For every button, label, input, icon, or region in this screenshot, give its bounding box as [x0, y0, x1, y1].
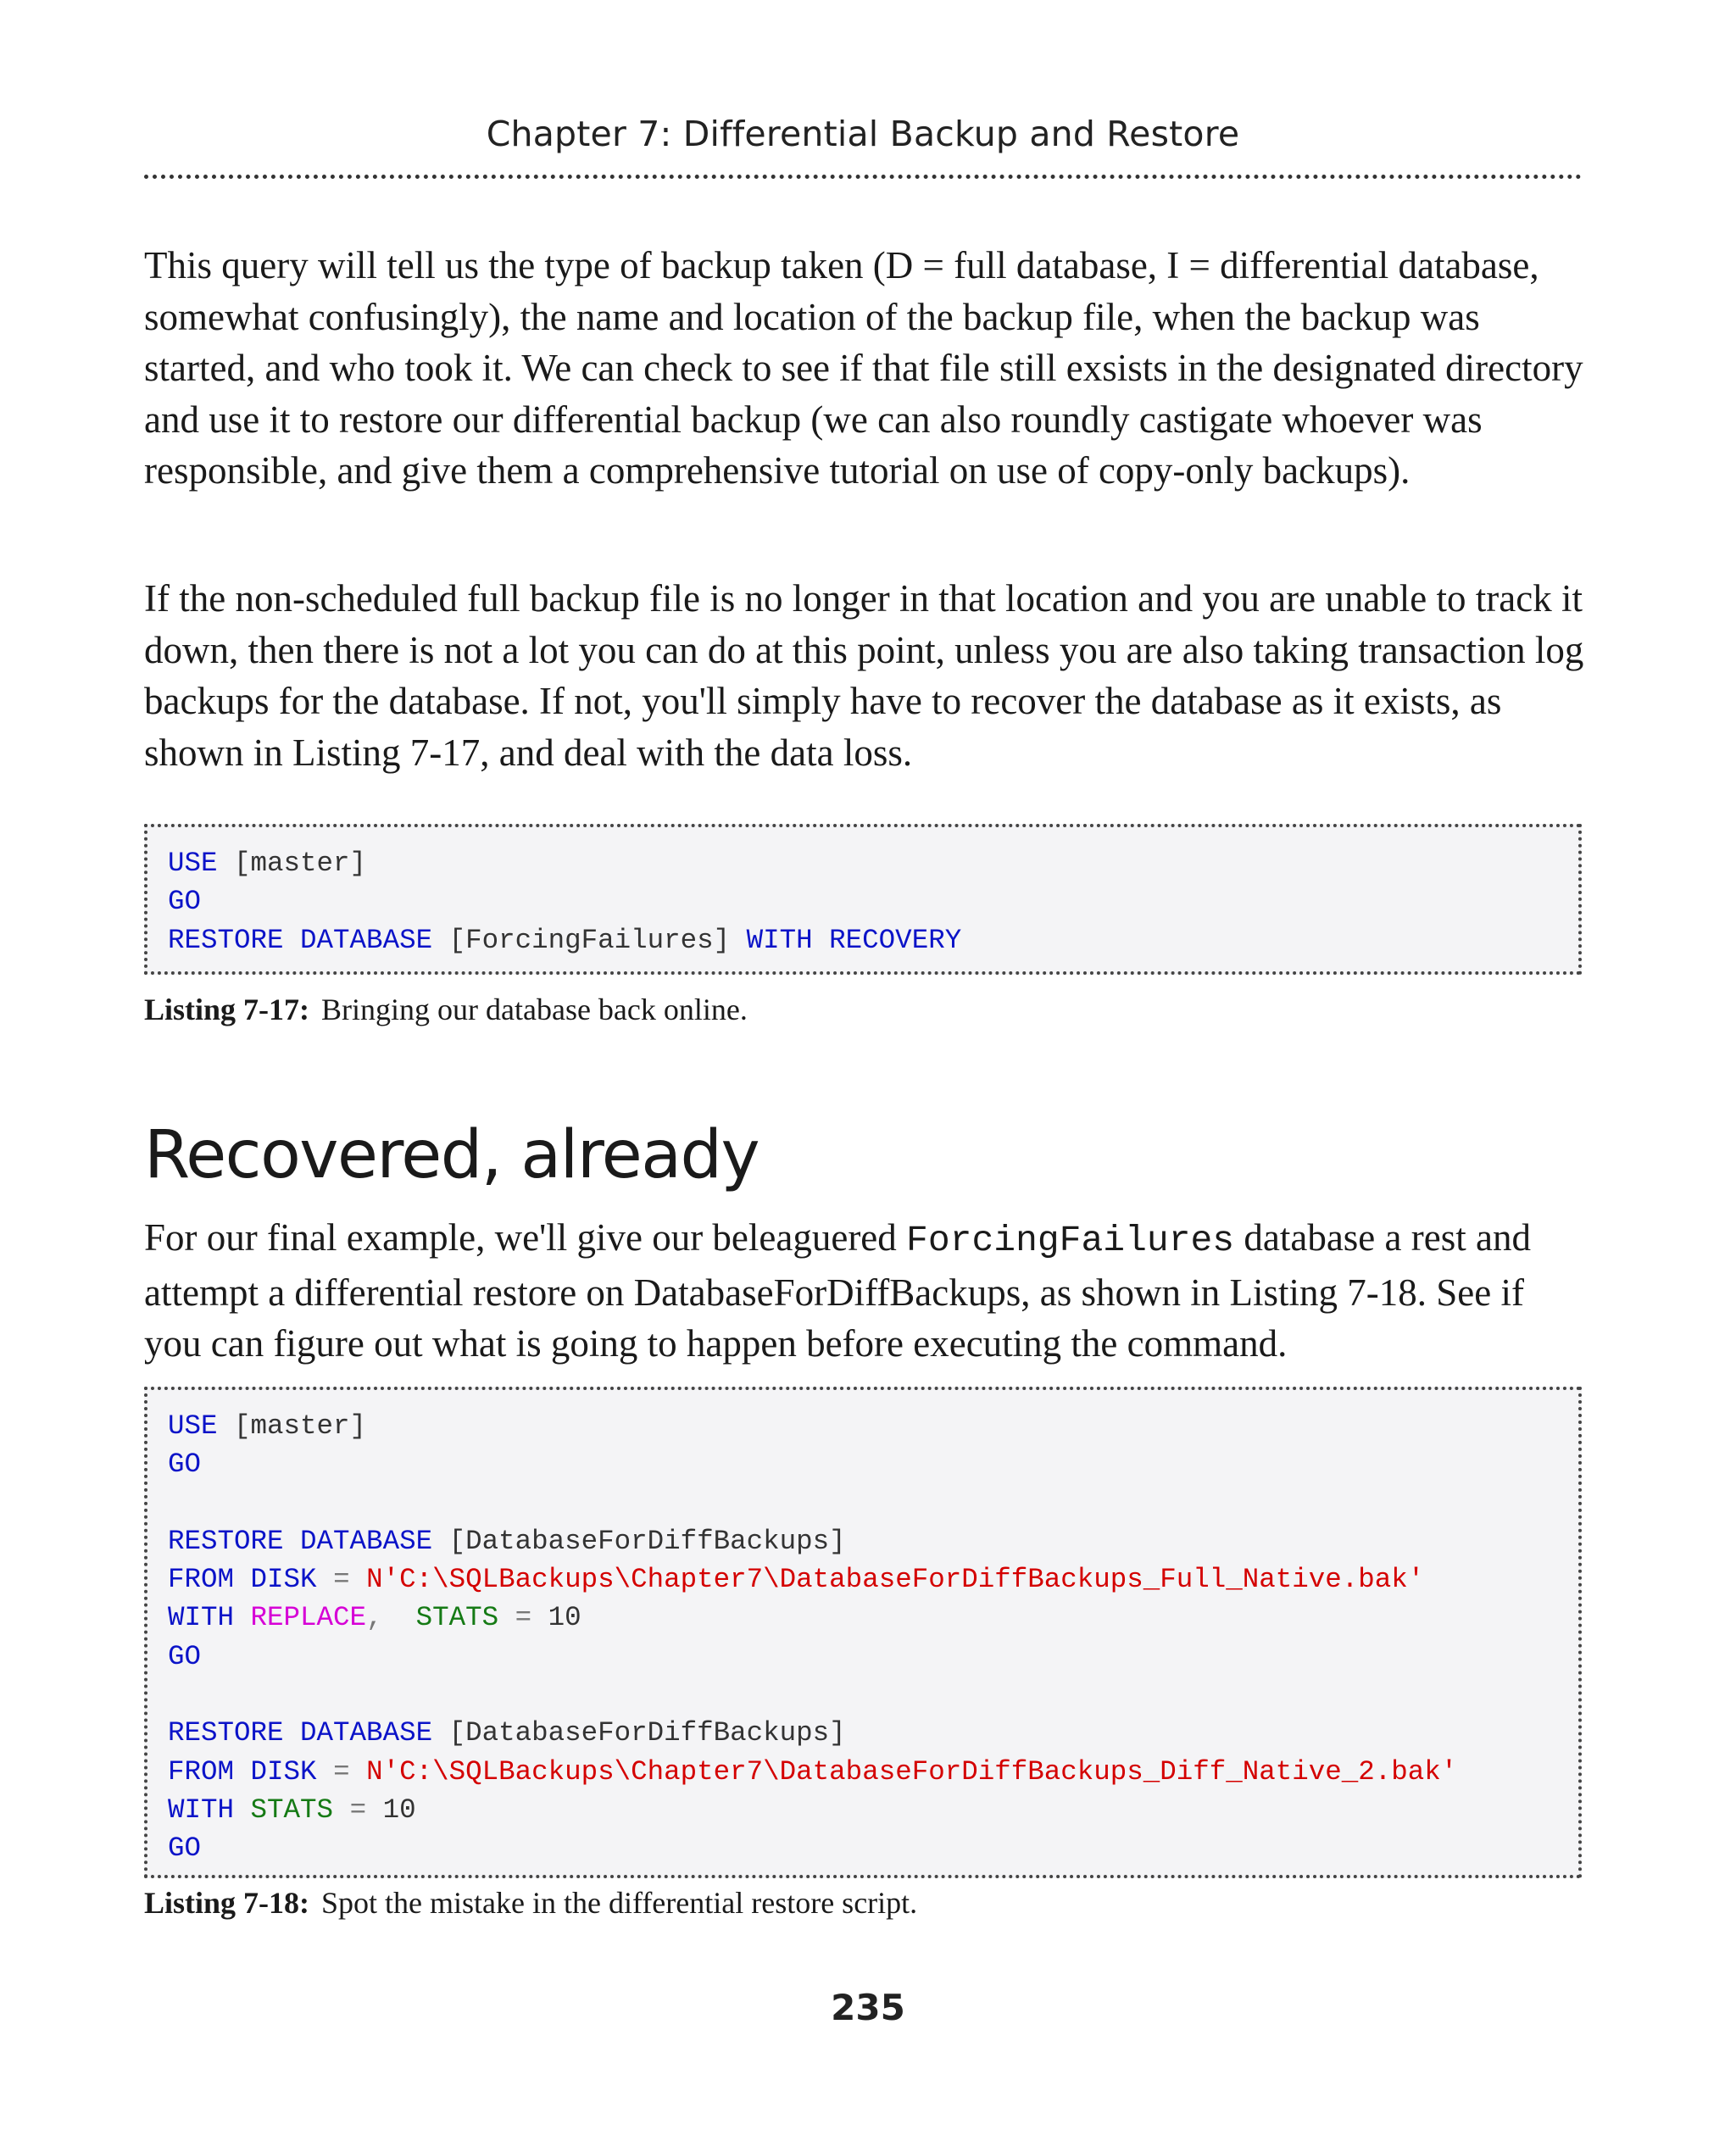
code-token: [master]	[217, 1410, 367, 1442]
code-line	[168, 1599, 1578, 1637]
code-token	[234, 1564, 251, 1595]
code-line	[168, 1484, 1578, 1522]
caption-label: Listing 7-18:	[144, 1886, 310, 1920]
code-token: STATS	[250, 1793, 334, 1826]
code-token: GO	[168, 1449, 202, 1481]
code-token: 10	[366, 1793, 416, 1826]
caption-text: Spot the mistake in the differential restore script.	[321, 1886, 918, 1920]
running-header: Chapter 7: Differential Backup and Restore	[486, 114, 1240, 154]
caption-label: Listing 7-17:	[144, 993, 310, 1026]
code-token: RESTORE	[168, 1717, 284, 1749]
code-token: GO	[168, 1640, 202, 1672]
code-line	[168, 1714, 1578, 1752]
code-line	[168, 1560, 1578, 1599]
code-token: GO	[168, 1832, 202, 1865]
code-token: RESTORE	[168, 924, 284, 956]
code-token	[234, 1756, 251, 1788]
code-line	[168, 1791, 1578, 1829]
code-token: RESTORE	[168, 1525, 284, 1557]
section-heading: Recovered, already	[144, 1117, 760, 1193]
code-line	[168, 1753, 1578, 1791]
code-token	[350, 1756, 367, 1788]
code-token: =	[515, 1602, 532, 1634]
code-token: [DatabaseForDiffBackups]	[432, 1525, 846, 1557]
code-token: [DatabaseForDiffBackups]	[432, 1717, 846, 1749]
code-line	[168, 1829, 1578, 1867]
code-token: ,	[366, 1602, 383, 1634]
code-line	[168, 1407, 1578, 1445]
code-token	[234, 1794, 251, 1826]
code-token: DATABASE	[300, 1525, 433, 1557]
code-line	[168, 844, 1578, 882]
code-token: GO	[168, 886, 202, 918]
code-token	[284, 1717, 301, 1749]
code-lines	[168, 1407, 1578, 1868]
code-token: FROM	[168, 1755, 235, 1788]
code-line	[168, 882, 1578, 920]
code-token: =	[333, 1755, 350, 1788]
code-listing-7-18	[144, 1387, 1582, 1878]
code-token	[813, 925, 830, 956]
paragraph-non-scheduled-backup: If the non-scheduled full backup file is no longer in that location and you are unable to track it down, then there is not a lot you can do at this point, unless you are also taking transaction log backups for the database. If not, you'll simply have to recover the database as it exists, as shown in Listing 7-17, and deal with the data loss.	[144, 577, 1584, 774]
code-token: WITH	[168, 1602, 235, 1634]
code-token: REPLACE	[250, 1602, 367, 1634]
code-token	[383, 1602, 416, 1633]
code-token: USE	[168, 848, 218, 879]
code-token: [master]	[217, 848, 367, 879]
page-number: 235	[831, 1987, 905, 2028]
code-token: [ForcingFailures]	[432, 924, 747, 956]
code-token: N'C:\SQLBackups\Chapter7\DatabaseForDiffBackups_Diff_Native_2.bak'	[366, 1755, 1458, 1788]
code-token: USE	[168, 1410, 218, 1442]
paragraph-text-start: For our final example, we'll give our beleaguered	[144, 1216, 907, 1259]
caption-text: Bringing our database back online.	[321, 993, 748, 1026]
code-token: N'C:\SQLBackups\Chapter7\DatabaseForDiffBackups_Full_Native.bak'	[366, 1564, 1425, 1596]
header-divider	[144, 175, 1582, 179]
code-token: DISK	[250, 1564, 317, 1596]
code-token: RECOVERY	[829, 924, 962, 956]
paragraph-final-example	[144, 1212, 1585, 1370]
paragraph-text-end: database a rest and attempt a differential restore on DatabaseForDiffBackups, as shown in Listing 7-18. See if you can figure out what is going to happen before executing the command.	[144, 1216, 1531, 1365]
code-token: DISK	[250, 1755, 317, 1788]
inline-code-database-name: ForcingFailures	[906, 1220, 1235, 1261]
caption-listing-7-18	[144, 1885, 917, 1921]
code-line	[168, 1522, 1578, 1560]
code-token	[317, 1756, 334, 1788]
code-token: WITH	[168, 1793, 235, 1826]
code-token: FROM	[168, 1564, 235, 1596]
code-line	[168, 1676, 1578, 1714]
code-token: 10	[531, 1602, 581, 1634]
code-token	[234, 1602, 251, 1633]
code-lines	[168, 844, 1578, 959]
code-token: DATABASE	[300, 924, 433, 956]
code-listing-7-17	[144, 824, 1582, 975]
code-token	[284, 1526, 301, 1557]
code-token: WITH	[746, 924, 813, 956]
code-line	[168, 1638, 1578, 1676]
code-token	[284, 925, 301, 956]
code-token	[350, 1564, 367, 1595]
code-line	[168, 921, 1578, 959]
code-token	[498, 1602, 515, 1633]
code-token: DATABASE	[300, 1717, 433, 1749]
code-token	[317, 1564, 334, 1595]
code-line	[168, 1445, 1578, 1483]
code-token	[333, 1794, 350, 1826]
code-token: =	[349, 1793, 367, 1826]
code-token: =	[333, 1564, 350, 1596]
paragraph-backup-query: This query will tell us the type of backup taken (D = full database, I = differential database, somewhat confusingly), the name and location of the backup file, when the backup was started, and who took it. We can check to see if that file still exsists in the designated directory and use it to restore our differential backup (we can also roundly castigate whoever was responsible, and give them a comprehensive tutorial on use of copy-only backups).	[144, 244, 1583, 492]
caption-listing-7-17	[144, 992, 748, 1027]
code-token: STATS	[415, 1602, 499, 1634]
